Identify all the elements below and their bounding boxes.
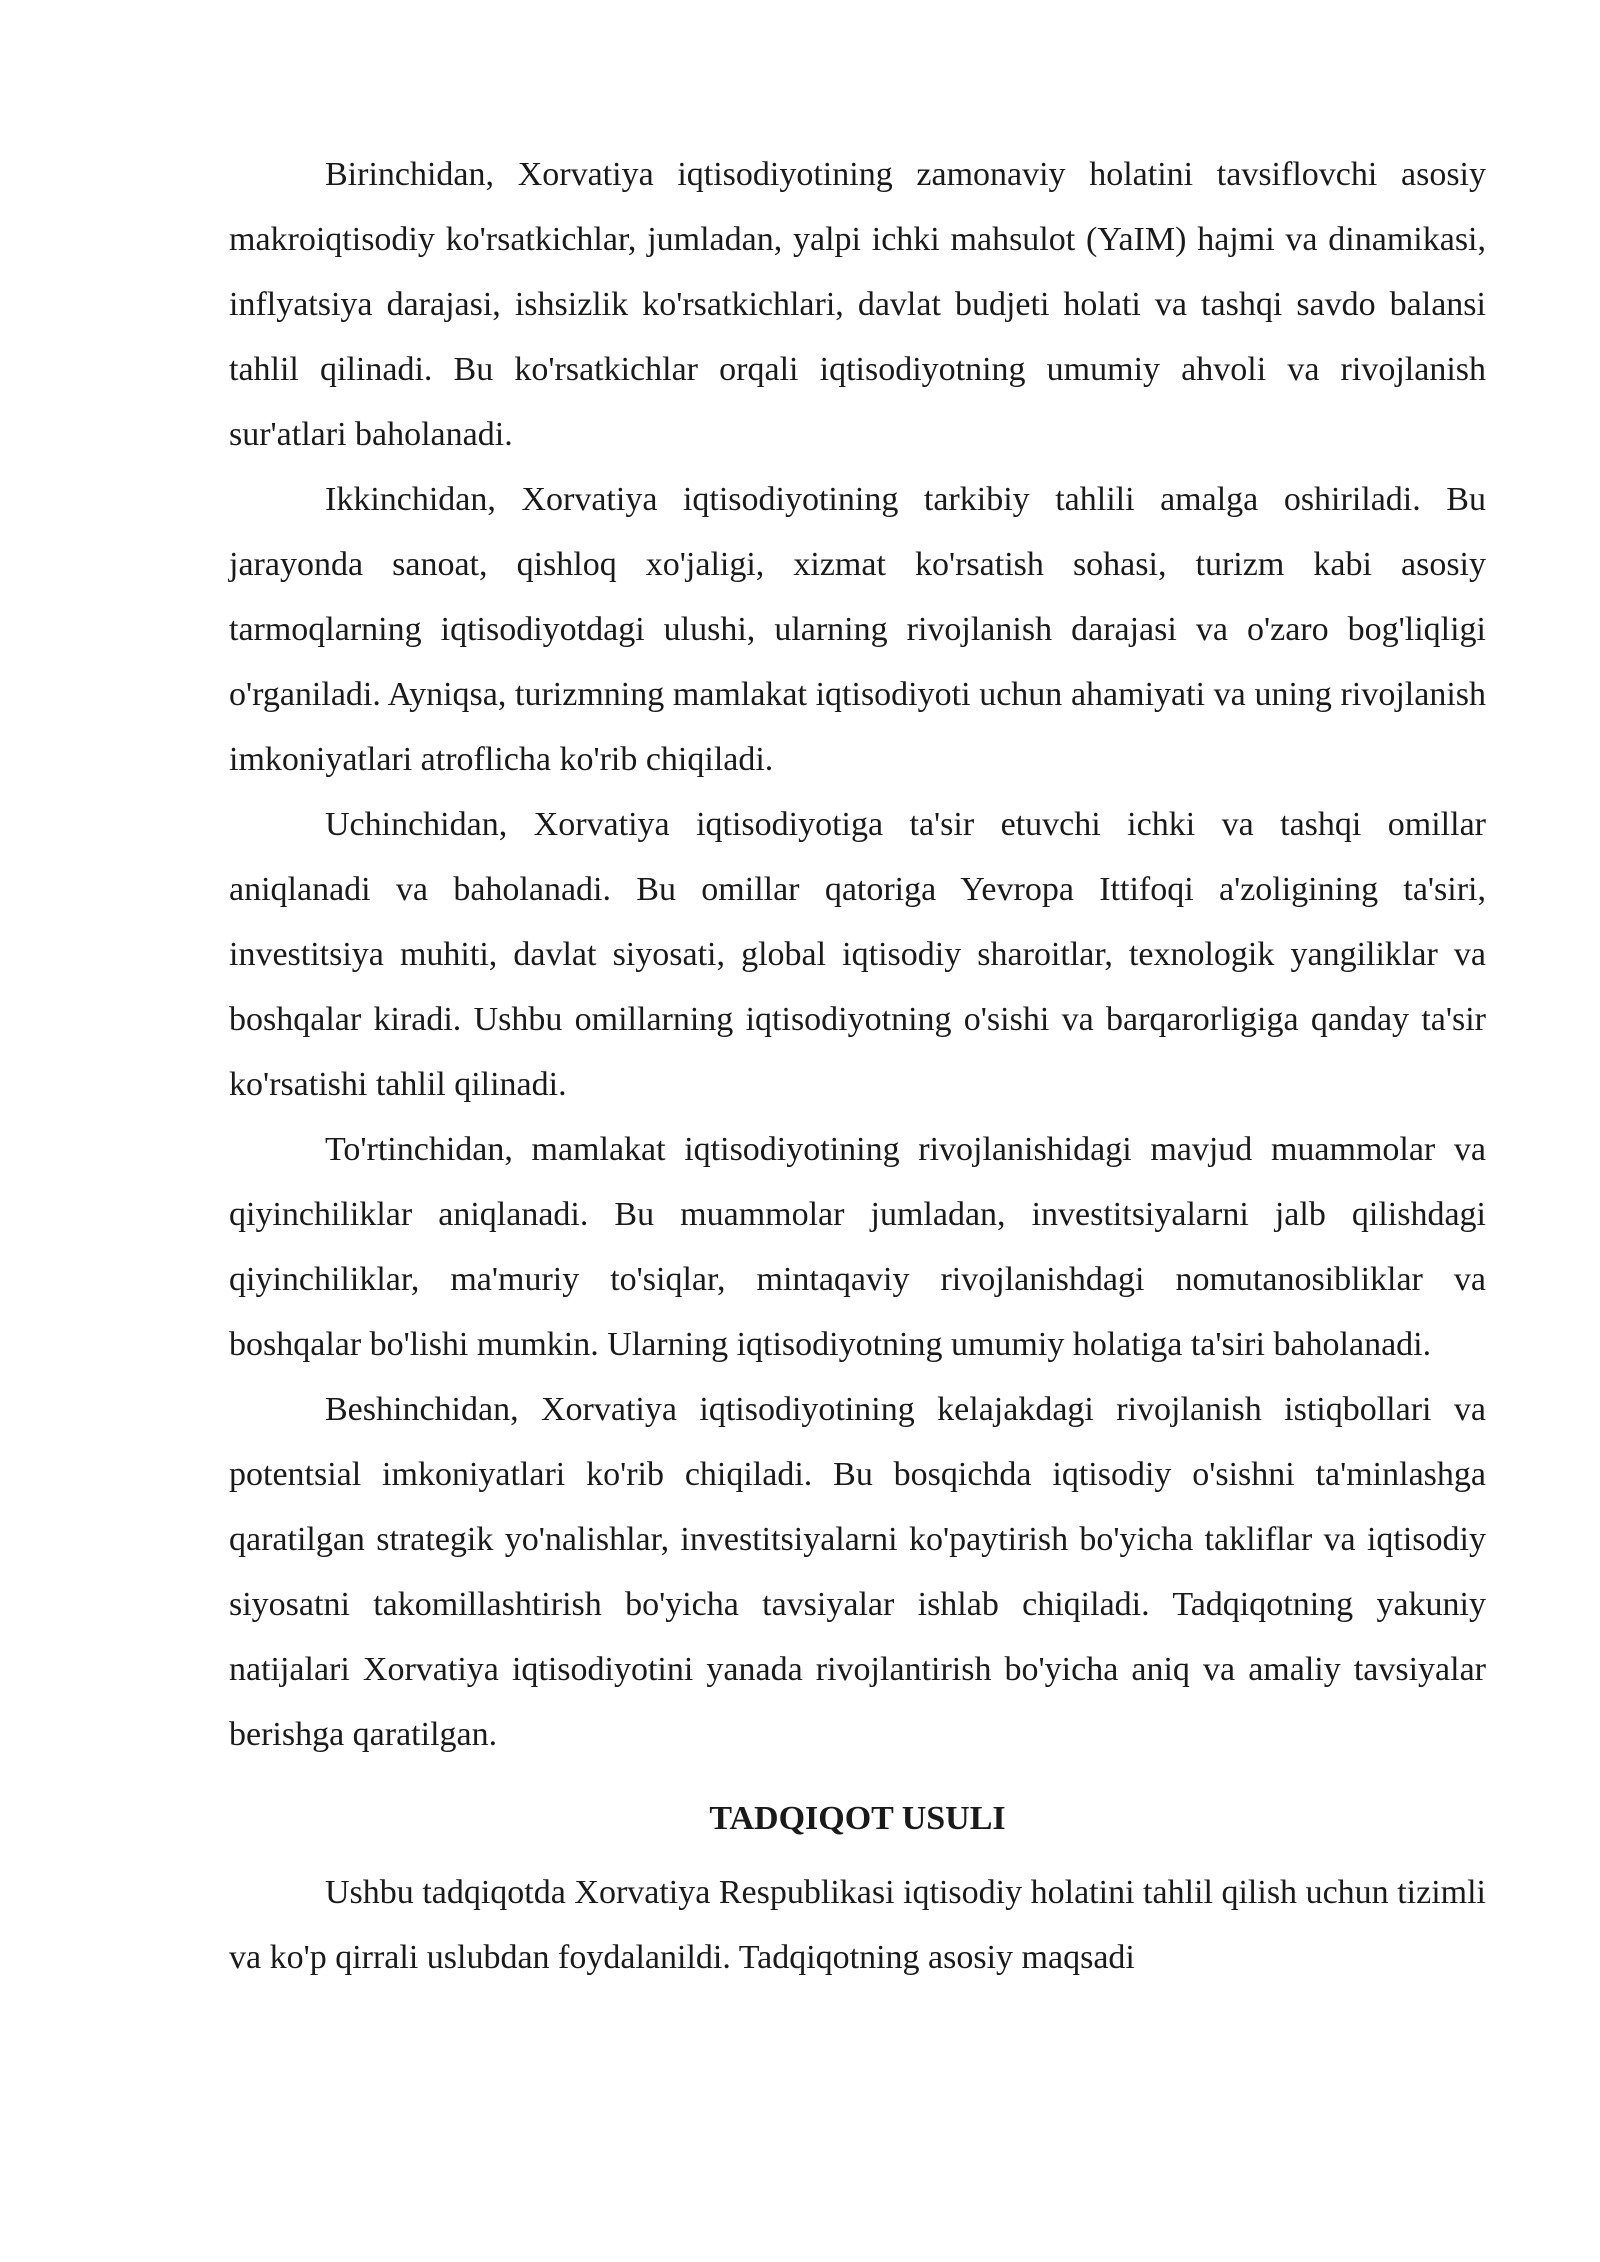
- paragraph-method-intro: Ushbu tadqiqotda Xorvatiya Respublikasi iqtisodiy holatini tahlil qilish uchun tizimli va ko'p qirrali uslubdan foydalanildi. Tadqiqotning asosiy maqsadi: [229, 1874, 1486, 1976]
- paragraph-beshinchidan: Beshinchidan, Xorvatiya iqtisodiyotining kelajakdagi rivojlanish istiqbollari va potentsial imkoniyatlari ko'rib chiqiladi. Bu bosqichda iqtisodiy o'sishni ta'minlashga qaratilgan strategik yo'nalishlar, investitsiyalarni ko'paytirish bo'yicha takliflar va iqtisodiy siyosatni takomillashtirish bo'yicha tavsiyalar ishlab chiqiladi. Tadqiqotning yakuniy natijalari Xorvatiya iqtisodiyotini yanada rivojlantirish bo'yicha aniq va amaliy tavsiyalar berishga qaratilgan.: [229, 1391, 1486, 1753]
- section-heading: TADQIQOT USULI: [709, 1800, 1006, 1837]
- paragraph-tortinchidan: To'rtinchidan, mamlakat iqtisodiyotining rivojlanishidagi mavjud muammolar va qiyinchiliklar aniqlanadi. Bu muammolar jumladan, investitsiyalarni jalb qilishdagi qiyinchiliklar, ma'muriy to'siqlar, mintaqaviy rivojlanishdagi nomutanosibliklar va boshqalar bo'lishi mumkin. Ularning iqtisodiyotning umumiy holatiga ta'siri baholanadi.: [229, 1131, 1486, 1363]
- paragraph-ikkinchidan: Ikkinchidan, Xorvatiya iqtisodiyotining tarkibiy tahlili amalga oshiriladi. Bu jarayonda sanoat, qishloq xo'jaligi, xizmat ko'rsatish sohasi, turizm kabi asosiy tarmoqlarning iqtisodiyotdagi ulushi, ularning rivojlanish darajasi va o'zaro bog'liqligi o'rganiladi. Ayniqsa, turizmning mamlakat iqtisodiyoti uchun ahamiyati va uning rivojlanish imkoniyatlari atroflicha ko'rib chiqiladi.: [229, 481, 1486, 778]
- paragraph-birinchidan: Birinchidan, Xorvatiya iqtisodiyotining zamonaviy holatini tavsiflovchi asosiy makroiqtisodiy ko'rsatkichlar, jumladan, yalpi ichki mahsulot (YaIM) hajmi va dinamikasi, inflyatsiya darajasi, ishsizlik ko'rsatkichlari, davlat budjeti holati va tashqi savdo balansi tahlil qilinadi. Bu ko'rsatkichlar orqali iqtisodiyotning umumiy ahvoli va rivojlanish sur'atlari baholanadi.: [229, 156, 1486, 453]
- paragraph-uchinchidan: Uchinchidan, Xorvatiya iqtisodiyotiga ta'sir etuvchi ichki va tashqi omillar aniqlanadi va baholanadi. Bu omillar qatoriga Yevropa Ittifoqi a'zoligining ta'siri, investitsiya muhiti, davlat siyosati, global iqtisodiy sharoitlar, texnologik yangiliklar va boshqalar kiradi. Ushbu omillarning iqtisodiyotning o'sishi va barqarorligiga qanday ta'sir ko'rsatishi tahlil qilinadi.: [229, 806, 1486, 1103]
- document-body: [229, 142, 1486, 1990]
